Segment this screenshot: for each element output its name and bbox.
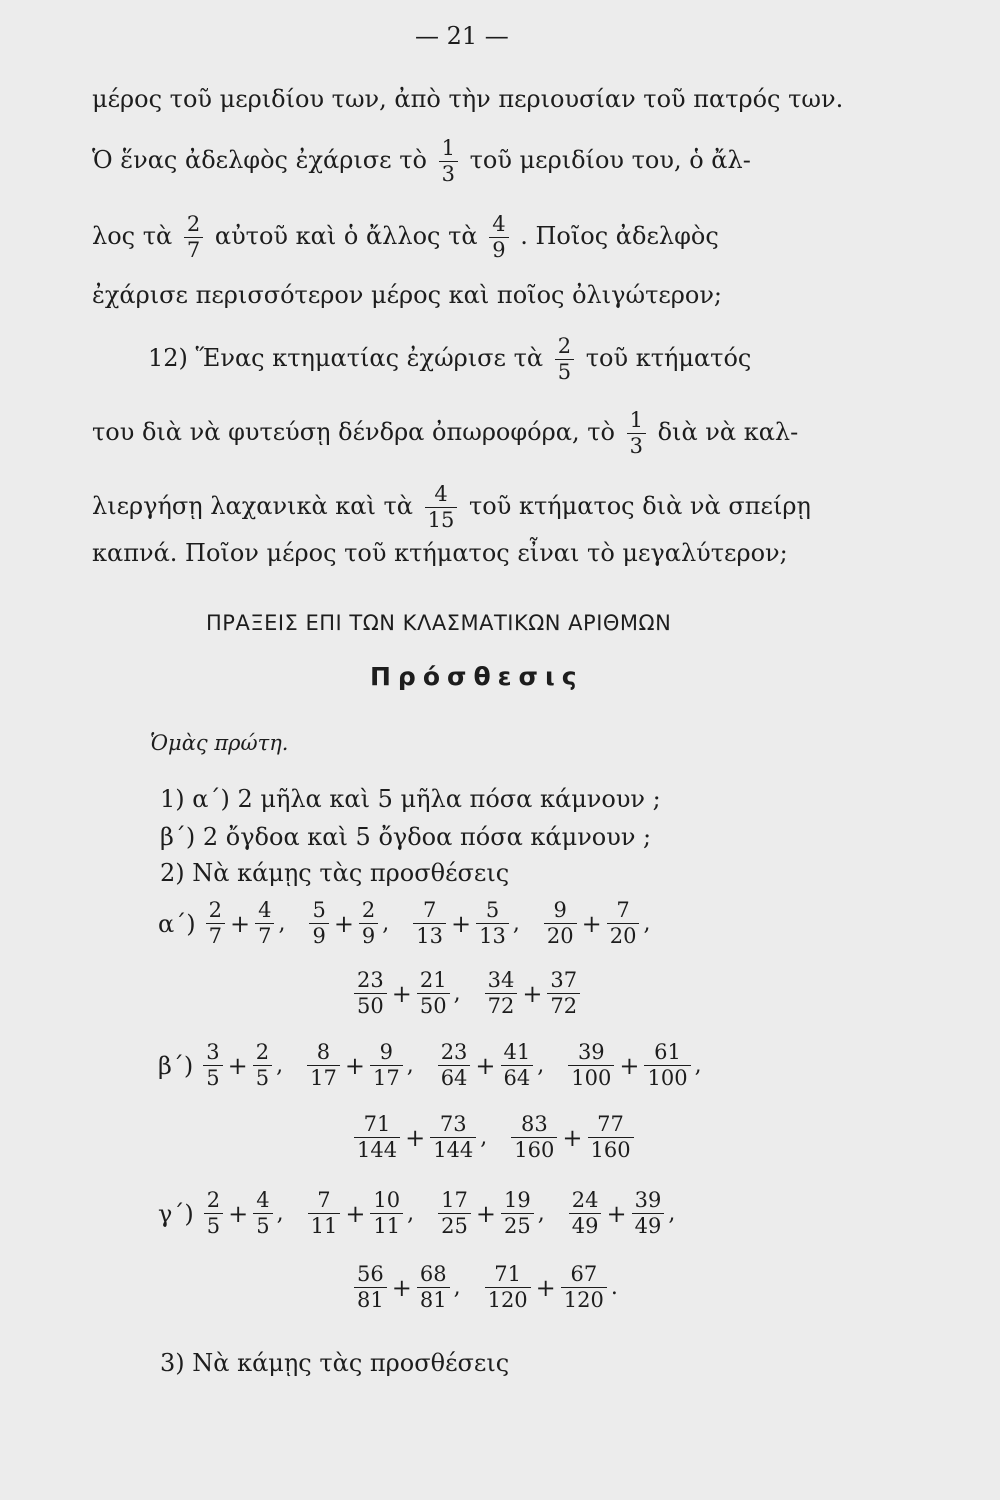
denominator: 20 <box>609 924 637 948</box>
fraction-2-5 <box>555 334 574 385</box>
group-label: Ὁμὰς πρώτη. <box>150 731 289 755</box>
numerator: 61 <box>644 1040 690 1066</box>
fraction <box>588 1112 634 1163</box>
numerator: 1 <box>627 408 646 434</box>
numerator: 2 <box>555 334 574 360</box>
fraction-sum <box>200 1188 304 1238</box>
denominator: 13 <box>416 924 444 948</box>
numerator: 2 <box>184 212 203 238</box>
denominator: 11 <box>310 1214 338 1238</box>
denominator: 72 <box>487 994 515 1018</box>
text-line-7 <box>92 482 811 533</box>
numerator: 5 <box>476 898 509 924</box>
fraction <box>485 968 518 1019</box>
numerator: 68 <box>417 1262 450 1288</box>
fraction-sum <box>507 1112 657 1162</box>
fraction-sum <box>350 968 481 1018</box>
denominator: 5 <box>255 1066 270 1090</box>
fraction-sum <box>409 898 540 948</box>
fraction-4-15 <box>425 482 458 533</box>
fraction <box>544 898 577 949</box>
numerator: 2 <box>253 1040 272 1066</box>
denominator: 144 <box>357 1138 398 1162</box>
separator: . <box>610 1274 618 1300</box>
numerator: 2 <box>204 1188 223 1214</box>
denominator: 3 <box>629 434 643 458</box>
denominator: 7 <box>258 924 272 948</box>
fraction <box>255 898 274 949</box>
fraction <box>511 1112 557 1163</box>
fraction-sum <box>564 1040 721 1090</box>
fraction <box>307 1040 340 1091</box>
numerator: 77 <box>588 1112 634 1138</box>
fraction-sum <box>303 1040 434 1090</box>
plus-sign: + <box>606 1199 627 1228</box>
denominator: 3 <box>441 162 455 186</box>
fraction-2-7 <box>184 212 203 263</box>
text-fragment: του διὰ νὰ φυτεύσῃ δένδρα ὀπωροφόρα, τὸ <box>92 418 615 446</box>
text-line-6 <box>92 408 798 459</box>
text-fragment: . Ποῖος ἀδελφὸς <box>520 222 719 250</box>
denominator: 9 <box>361 924 376 948</box>
plus-sign: + <box>451 909 472 938</box>
fraction <box>547 968 580 1019</box>
fraction-sum <box>434 1188 565 1238</box>
denominator: 25 <box>504 1214 531 1238</box>
fraction <box>644 1040 690 1091</box>
row-label: β΄) <box>158 1051 194 1080</box>
fraction <box>354 1112 400 1163</box>
text-fragment: τοῦ κτήματός <box>585 344 752 372</box>
separator: , <box>480 1124 488 1150</box>
denominator: 17 <box>372 1066 400 1090</box>
numerator: 3 <box>203 1040 222 1066</box>
numerator: 56 <box>354 1262 387 1288</box>
exercise-line: 1) α΄) 2 μῆλα καὶ 5 μῆλα πόσα κάμνουν ; <box>160 785 661 813</box>
row-label: α΄) <box>158 909 196 938</box>
denominator: 9 <box>492 238 506 262</box>
addition-row <box>350 1262 638 1313</box>
denominator: 100 <box>571 1066 612 1090</box>
fraction-sum <box>481 1262 638 1312</box>
fraction-sum <box>199 1040 303 1090</box>
separator: , <box>694 1052 702 1078</box>
separator: , <box>537 1200 545 1226</box>
plus-sign: + <box>522 979 543 1008</box>
numerator: 23 <box>354 968 387 994</box>
numerator: 1 <box>439 136 458 162</box>
addition-row <box>158 898 670 949</box>
fraction <box>354 1262 387 1313</box>
text-fragment: λιεργήσῃ λαχανικὰ καὶ τὰ <box>92 492 414 520</box>
denominator: 15 <box>427 508 455 532</box>
separator: , <box>407 1200 415 1226</box>
numerator: 34 <box>485 968 518 994</box>
denominator: 5 <box>256 1214 270 1238</box>
numerator: 67 <box>561 1262 607 1288</box>
denominator: 13 <box>479 924 506 948</box>
fraction-sum <box>434 1040 565 1090</box>
fraction <box>370 1188 403 1239</box>
separator: , <box>453 980 461 1006</box>
fraction <box>438 1188 471 1239</box>
plus-sign: + <box>581 909 602 938</box>
denominator: 7 <box>186 238 201 262</box>
separator: , <box>643 910 651 936</box>
fraction <box>632 1188 665 1239</box>
numerator: 8 <box>307 1040 340 1066</box>
denominator: 81 <box>357 1288 384 1312</box>
fraction <box>203 1040 222 1091</box>
numerator: 7 <box>607 898 640 924</box>
numerator: 4 <box>425 482 458 508</box>
plus-sign: + <box>475 1199 496 1228</box>
denominator: 50 <box>419 994 447 1018</box>
separator: , <box>278 910 286 936</box>
separator: , <box>406 1052 414 1078</box>
numerator: 9 <box>370 1040 403 1066</box>
numerator: 71 <box>354 1112 400 1138</box>
fraction <box>476 898 509 949</box>
numerator: 19 <box>501 1188 534 1214</box>
fraction <box>607 898 640 949</box>
numerator: 39 <box>568 1040 614 1066</box>
denominator: 81 <box>419 1288 447 1312</box>
text-fragment: λος τὰ <box>92 222 173 250</box>
fraction-sum <box>350 1112 507 1162</box>
separator: , <box>512 910 520 936</box>
numerator: 73 <box>430 1112 476 1138</box>
denominator: 120 <box>563 1288 604 1312</box>
section-subheading: Πρόσθεσις <box>370 662 584 691</box>
denominator: 64 <box>503 1066 531 1090</box>
numerator: 10 <box>370 1188 403 1214</box>
separator: , <box>453 1274 461 1300</box>
fraction <box>253 1188 272 1239</box>
denominator: 64 <box>440 1066 468 1090</box>
fraction-sum <box>304 1188 435 1238</box>
fraction <box>359 898 378 949</box>
text-fragment: αὐτοῦ καὶ ὁ ἄλλος τὰ <box>214 222 478 250</box>
separator: , <box>382 910 390 936</box>
exercise-line: β΄) 2 ὄγδοα καὶ 5 ὄγδοα πόσα κάμνουν ; <box>160 823 652 851</box>
plus-sign: + <box>391 1273 412 1302</box>
section-heading: ΠΡΑΞΕΙΣ ΕΠΙ ΤΩΝ ΚΛΑΣΜΑΤΙΚΩΝ ΑΡΙΘΜΩΝ <box>206 611 672 635</box>
text-fragment: Ὁ ἕνας ἀδελφὸς ἐχάρισε τὸ <box>92 146 427 174</box>
numerator: 5 <box>309 898 328 924</box>
fraction <box>430 1112 476 1163</box>
numerator: 4 <box>489 212 508 238</box>
denominator: 5 <box>557 360 572 384</box>
denominator: 5 <box>206 1066 220 1090</box>
plus-sign: + <box>345 1199 366 1228</box>
numerator: 4 <box>253 1188 272 1214</box>
numerator: 41 <box>501 1040 534 1066</box>
page-number: — 21 — <box>415 22 509 50</box>
fraction <box>204 1188 223 1239</box>
fraction-1-3 <box>439 136 458 187</box>
exercise-line: 3) Νὰ κάμῃς τὰς προσθέσεις <box>160 1349 510 1377</box>
fraction <box>568 1040 614 1091</box>
fraction <box>206 898 225 949</box>
fraction <box>569 1188 602 1239</box>
numerator: 4 <box>255 898 274 924</box>
denominator: 7 <box>208 924 222 948</box>
plus-sign: + <box>333 909 354 938</box>
plus-sign: + <box>475 1051 496 1080</box>
denominator: 20 <box>546 924 574 948</box>
fraction <box>309 898 328 949</box>
text-line-8: καπνά. Ποῖον μέρος τοῦ κτήματος εἶναι τὸ μεγαλύτερον; <box>92 539 788 567</box>
separator: , <box>537 1052 545 1078</box>
numerator: 2 <box>206 898 225 924</box>
plus-sign: + <box>229 909 251 938</box>
denominator: 11 <box>373 1214 401 1238</box>
text-line-3 <box>92 212 719 263</box>
text-line-1: μέρος τοῦ μεριδίου των, ἀπὸ τὴν περιουσίαν τοῦ πατρός των. <box>92 85 844 113</box>
separator: , <box>276 1052 284 1078</box>
plus-sign: + <box>619 1051 640 1080</box>
fraction <box>485 1262 531 1313</box>
fraction-sum <box>565 1188 696 1238</box>
addition-row <box>350 968 604 1019</box>
fraction <box>354 968 387 1019</box>
fraction <box>413 898 446 949</box>
text-fragment: διὰ νὰ καλ- <box>657 418 799 446</box>
fraction-4-9 <box>489 212 508 263</box>
plus-sign: + <box>391 979 412 1008</box>
fraction-sum <box>305 898 409 948</box>
denominator: 160 <box>514 1138 555 1162</box>
denominator: 50 <box>357 994 384 1018</box>
addition-row <box>158 1188 695 1239</box>
text-fragment: τοῦ κτήματος διὰ νὰ σπείρῃ <box>469 492 811 520</box>
fraction <box>370 1040 403 1091</box>
plus-sign: + <box>535 1273 556 1302</box>
fraction-sum <box>202 898 306 948</box>
numerator: 21 <box>417 968 450 994</box>
plus-sign: + <box>227 1051 248 1080</box>
numerator: 2 <box>359 898 378 924</box>
numerator: 7 <box>308 1188 341 1214</box>
fraction <box>501 1188 534 1239</box>
numerator: 7 <box>413 898 446 924</box>
text-line-2 <box>92 136 751 187</box>
fraction-sum <box>350 1262 481 1312</box>
numerator: 9 <box>544 898 577 924</box>
separator: , <box>668 1200 676 1226</box>
fraction-sum <box>481 968 605 1018</box>
denominator: 17 <box>310 1066 337 1090</box>
plus-sign: + <box>405 1123 426 1152</box>
addition-row <box>158 1040 722 1091</box>
numerator: 39 <box>632 1188 665 1214</box>
numerator: 83 <box>511 1112 557 1138</box>
numerator: 71 <box>485 1262 531 1288</box>
text-line-4: ἐχάρισε περισσότερον μέρος καὶ ποῖος ὀλιγώτερον; <box>92 281 723 309</box>
denominator: 120 <box>487 1288 528 1312</box>
plus-sign: + <box>562 1123 583 1152</box>
fraction <box>501 1040 534 1091</box>
denominator: 49 <box>634 1214 662 1238</box>
text-fragment: τοῦ μεριδίου του, ὁ ἄλ- <box>469 146 751 174</box>
exercise-line: 2) Νὰ κάμῃς τὰς προσθέσεις <box>160 859 510 887</box>
denominator: 100 <box>647 1066 688 1090</box>
row-label: γ΄) <box>158 1199 194 1228</box>
denominator: 49 <box>571 1214 599 1238</box>
plus-sign: + <box>228 1199 249 1228</box>
denominator: 25 <box>441 1214 468 1238</box>
text-fragment: 12) Ἕνας κτηματίας ἐχώρισε τὰ <box>148 344 544 372</box>
addition-row <box>350 1112 658 1163</box>
separator: , <box>276 1200 284 1226</box>
fraction <box>253 1040 272 1091</box>
fraction-sum <box>540 898 671 948</box>
fraction <box>308 1188 341 1239</box>
denominator: 72 <box>550 994 578 1018</box>
fraction <box>417 1262 450 1313</box>
numerator: 37 <box>547 968 580 994</box>
numerator: 24 <box>569 1188 602 1214</box>
fraction-1-3 <box>627 408 646 459</box>
denominator: 5 <box>206 1214 221 1238</box>
numerator: 23 <box>438 1040 471 1066</box>
denominator: 160 <box>590 1138 631 1162</box>
text-line-5 <box>148 334 751 385</box>
denominator: 144 <box>433 1138 474 1162</box>
fraction <box>438 1040 471 1091</box>
fraction <box>561 1262 607 1313</box>
numerator: 17 <box>438 1188 471 1214</box>
denominator: 9 <box>312 924 326 948</box>
plus-sign: + <box>344 1051 365 1080</box>
fraction <box>417 968 450 1019</box>
